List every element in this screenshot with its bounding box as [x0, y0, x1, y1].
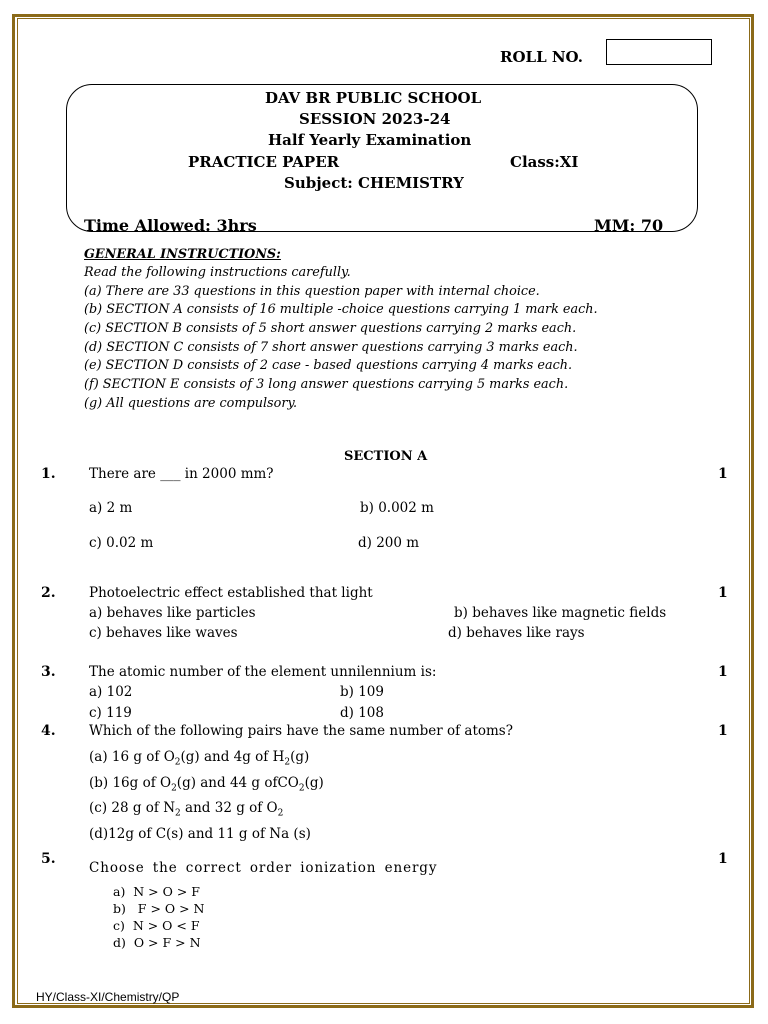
- question-text: Photoelectric effect established that light: [89, 585, 373, 601]
- question-number: 3.: [41, 664, 56, 680]
- instruction-line: (f) SECTION E consists of 3 long answer questions carrying 5 marks each.: [84, 377, 569, 392]
- roll-no-box[interactable]: [606, 39, 712, 65]
- option: c) 119: [89, 705, 132, 721]
- option: b) F > O > N: [113, 901, 205, 916]
- question-text: Which of the following pairs have the same number of atoms?: [89, 723, 513, 739]
- question-number: 4.: [41, 723, 56, 739]
- instruction-line: (c) SECTION B consists of 5 short answer questions carrying 2 marks each.: [84, 321, 577, 336]
- option: d) behaves like rays: [448, 625, 585, 641]
- question-marks: 1: [718, 664, 728, 680]
- instruction-line: (b) SECTION A consists of 16 multiple -choice questions carrying 1 mark each.: [84, 302, 598, 317]
- question-number: 1.: [41, 466, 56, 482]
- option: d) 108: [340, 705, 384, 721]
- option: a) 2 m: [89, 500, 133, 516]
- time-allowed: Time Allowed: 3hrs: [84, 216, 257, 235]
- question-marks: 1: [718, 585, 728, 601]
- footer-code: HY/Class-XI/Chemistry/QP: [36, 990, 180, 1004]
- question-number: 2.: [41, 585, 56, 601]
- instruction-line: Read the following instructions carefully.: [84, 265, 351, 280]
- question-number: 5.: [41, 851, 56, 867]
- section-a-title: SECTION A: [344, 449, 428, 464]
- option: (d)12g of C(s) and 11 g of Na (s): [89, 826, 311, 842]
- option: d) O > F > N: [113, 935, 201, 950]
- class-label: Class:XI: [510, 153, 579, 171]
- option: c) behaves like waves: [89, 625, 238, 641]
- option: (c) 28 g of $N_2$ and 32 g of $O_2$: [89, 800, 284, 819]
- question-text: There are ___ in 2000 mm?: [89, 466, 274, 482]
- subject-label: Subject: CHEMISTRY: [284, 174, 464, 192]
- option: c) N > O < F: [113, 918, 200, 933]
- instruction-line: (a) There are 33 questions in this question paper with internal choice.: [84, 284, 540, 299]
- option: b) 109: [340, 684, 384, 700]
- option: d) 200 m: [358, 535, 420, 551]
- instruction-line: (g) All questions are compulsory.: [84, 396, 298, 411]
- option: b) behaves like magnetic fields: [454, 605, 667, 621]
- school-name: DAV BR PUBLIC SCHOOL: [265, 89, 482, 107]
- question-marks: 1: [718, 851, 728, 867]
- question-marks: 1: [718, 723, 728, 739]
- max-marks: MM: 70: [594, 216, 664, 235]
- question-text: Choose the correct order ionization energy: [89, 860, 438, 876]
- option: a) N > O > F: [113, 884, 200, 899]
- roll-no-label: ROLL NO.: [500, 48, 583, 66]
- paper-type: PRACTICE PAPER: [188, 153, 340, 171]
- instructions-title: GENERAL INSTRUCTIONS:: [84, 247, 281, 262]
- instruction-line: (d) SECTION C consists of 7 short answer questions carrying 3 marks each.: [84, 340, 578, 355]
- exam-name: Half Yearly Examination: [268, 131, 472, 149]
- option: c) 0.02 m: [89, 535, 154, 551]
- session: SESSION 2023-24: [299, 110, 451, 128]
- question-marks: 1: [718, 466, 728, 482]
- instruction-line: (e) SECTION D consists of 2 case - based questions carrying 4 marks each.: [84, 358, 573, 373]
- option: (a) 16 g of $O_2(g)$ and 4g of $H_2(g)$: [89, 749, 310, 768]
- option: a) behaves like particles: [89, 605, 256, 621]
- option: (b) 16g of $O_2(g)$ and 44 g ofCO$_2$(g): [89, 775, 324, 794]
- option: a) 102: [89, 684, 133, 700]
- question-text: The atomic number of the element unnilennium is:: [89, 664, 437, 680]
- option: b) 0.002 m: [360, 500, 434, 516]
